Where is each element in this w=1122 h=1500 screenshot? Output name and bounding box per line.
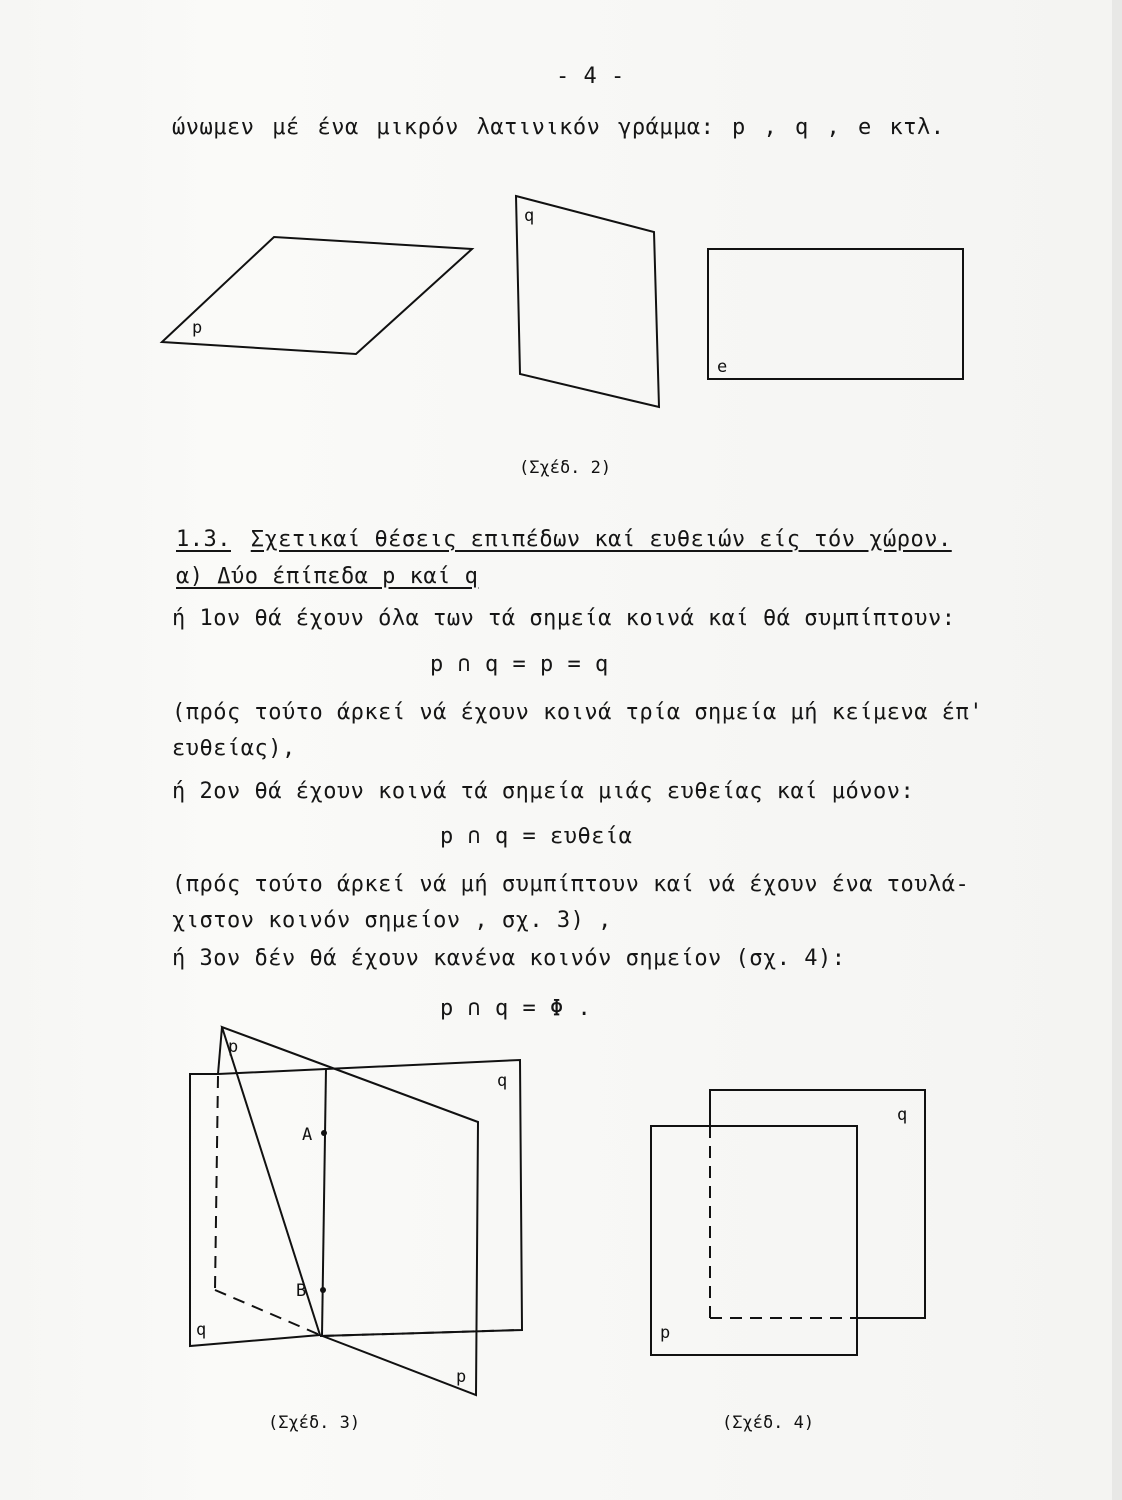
note-1-line-b: ευθείας), [172, 736, 296, 761]
label-q-right: q [497, 1071, 508, 1091]
label-B: B [296, 1281, 307, 1301]
case-3-text: ή 3ον δέν θά έχουν κανένα κοινόν σημείον (σχ. 4): [172, 946, 846, 971]
note-2-line-a: (πρός τούτο άρκεί νά μή συμπίπτουν καί νά έχουν ένα τουλά- [172, 872, 970, 897]
section-number: 1.3. [176, 527, 231, 552]
label-p: p [192, 318, 203, 338]
intro-line: ώνωμεν μέ ένα μικρόν λατινικόν γράμμα: p , q , e κτλ. [172, 115, 945, 140]
formula-2: p ∩ q = ευθεία [440, 824, 633, 849]
plane-p-rectangle [651, 1126, 857, 1355]
plane-q-visible-edges [710, 1090, 925, 1318]
page-number: - 4 - [556, 64, 625, 89]
section-title: Σχετικαί θέσεις επιπέδων καί ευθειών είς τόν χώρον. [250, 527, 952, 552]
case-1-text: ή 1ον θά έχουν όλα των τά σημεία κοινά καί θά συμπίπτουν: [172, 606, 956, 631]
label-q-left: q [196, 1320, 207, 1340]
note-2-line-b: χιστον κοινόν σημείον , σχ. 3) , [172, 908, 612, 933]
label-e: e [717, 357, 728, 377]
case-2-text: ή 2ον θά έχουν κοινά τά σημεία μιάς ευθείας καί μόνον: [172, 779, 915, 804]
figure-4-caption: (Σχέδ. 4) [722, 1413, 815, 1433]
label-p-top: p [228, 1037, 239, 1057]
label-q: q [524, 206, 535, 226]
label-p-bottom: p [456, 1367, 467, 1387]
note-1-line-a: (πρός τούτο άρκεί νά έχουν κοινά τρία σημεία μή κείμενα έπ' [172, 700, 983, 725]
label-A: A [302, 1125, 313, 1145]
figure-2-caption: (Σχέδ. 2) [519, 458, 612, 478]
figure-3-caption: (Σχέδ. 3) [268, 1413, 361, 1433]
formula-1: p ∩ q = p = q [430, 652, 609, 677]
formula-3: p ∩ q = Φ . [440, 996, 592, 1021]
section-subtitle: α) Δύο έπίπεδα p καί q [176, 564, 479, 589]
label-q: q [897, 1105, 908, 1125]
label-p: p [660, 1323, 671, 1343]
